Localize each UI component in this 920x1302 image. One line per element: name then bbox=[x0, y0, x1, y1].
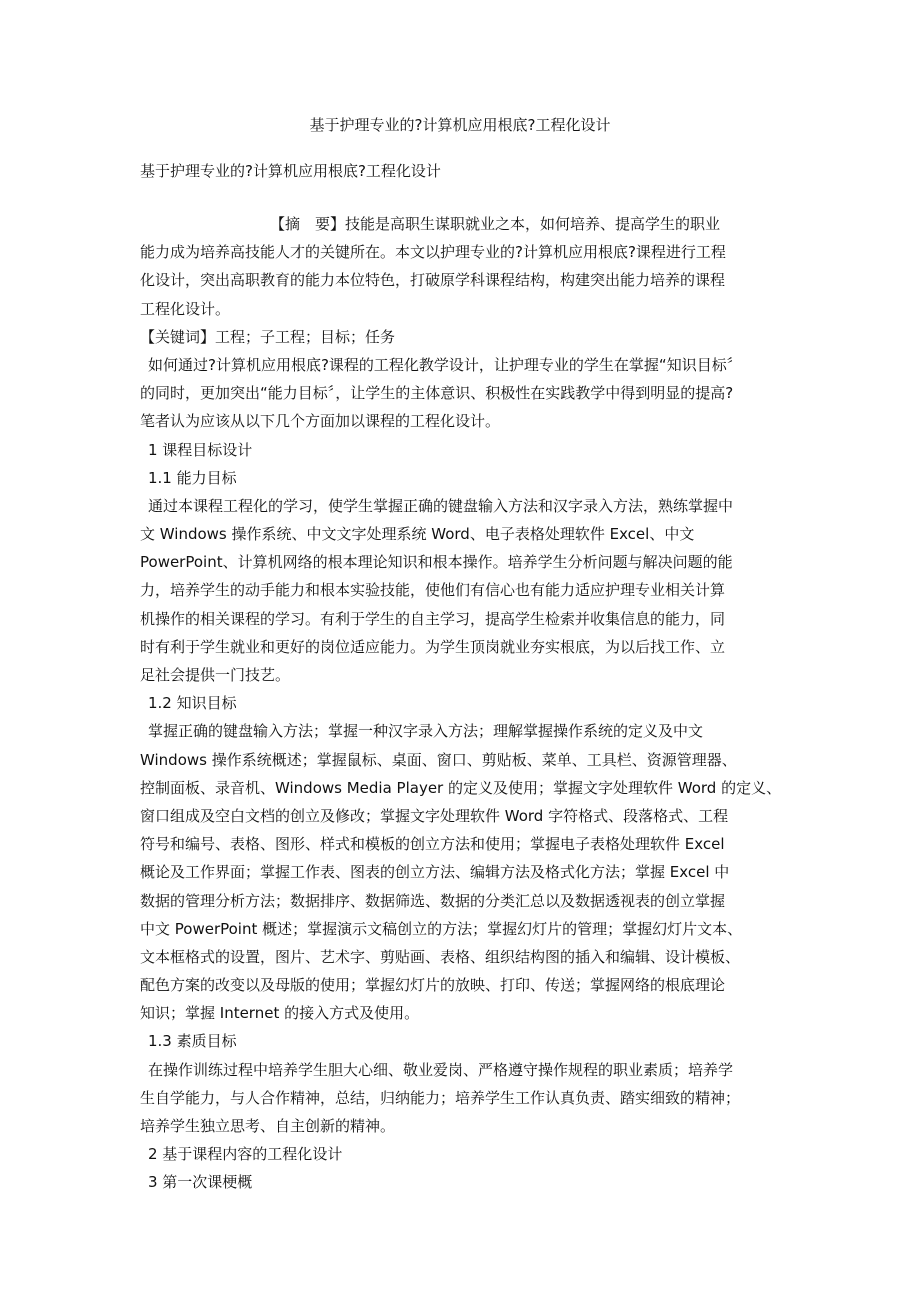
paragraph-line: 笔者认为应该从以下几个方面加以课程的工程化设计。 bbox=[140, 412, 501, 431]
paragraph-line: 概论及工作界面；掌握工作表、图表的创立方法、编辑方法及格式化方法；掌握 Excel 中 bbox=[140, 863, 730, 882]
paragraph-line: 培养学生独立思考、自主创新的精神。 bbox=[140, 1117, 396, 1135]
document-body bbox=[140, 210, 800, 1197]
paragraph-line: 足社会提供一门技艺。 bbox=[140, 666, 291, 684]
paragraph-line: 的同时，更加突出“能力目标〞，让学生的主体意识、积极性在实践教学中得到明显的提高? bbox=[140, 384, 734, 403]
paragraph-line: 数据的管理分析方法；数据排序、数据筛选、数据的分类汇总以及数据透视表的创立掌握 bbox=[140, 891, 726, 910]
subsection-heading: 1.1 能力目标 bbox=[148, 468, 237, 487]
document-title: 基于护理专业的?计算机应用根底?工程化设计 bbox=[309, 116, 611, 134]
paragraph-line: Windows 操作系统概述；掌握鼠标、桌面、窗口、剪贴板、菜单、工具栏、资源管理器、 bbox=[140, 750, 737, 769]
paragraph-line: 文 Windows 操作系统、中文文字处理系统 Word、电子表格处理软件 Excel、中文 bbox=[140, 525, 695, 544]
paragraph-line: 文本框格式的设置，图片、艺术字、剪贴画、表格、组织结构图的插入和编辑、设计模板、 bbox=[140, 947, 741, 966]
paragraph-line: 如何通过?计算机应用根底?课程的工程化教学设计，让护理专业的学生在掌握“知识目标〞 bbox=[148, 355, 742, 374]
paragraph-line: 窗口组成及空白文档的创立及修改；掌握文字处理软件 Word 字符格式、段落格式、工程 bbox=[140, 806, 729, 825]
paragraph-line: 通过本课程工程化的学习，使学生掌握正确的键盘输入方法和汉字录入方法，熟练掌握中 bbox=[148, 496, 734, 515]
abstract-line: 【摘 要】技能是高职生谋职就业之本，如何培养、提高学生的职业 bbox=[270, 215, 721, 233]
document-subtitle: 基于护理专业的?计算机应用根底?工程化设计 bbox=[140, 162, 441, 180]
paragraph-line: 中文 PowerPoint 概述；掌握演示文稿创立的方法；掌握幻灯片的管理；掌握幻灯片文本、 bbox=[140, 919, 743, 938]
keywords-line: 【关键词】工程；子工程；目标；任务 bbox=[140, 327, 396, 346]
section-heading: 2 基于课程内容的工程化设计 bbox=[148, 1145, 343, 1164]
section-heading: 3 第一次课梗概 bbox=[148, 1173, 253, 1192]
paragraph-line: 控制面板、录音机、Windows Media Player 的定义及使用；掌握文字处理软件 Word 的定义、 bbox=[140, 778, 782, 797]
paragraph-line: 力，培养学生的动手能力和根本实验技能，使他们有信心也有能力适应护理专业相关计算 bbox=[140, 581, 726, 600]
paragraph-line: 生自学能力，与人合作精神，总结，归纳能力；培养学生工作认真负责、踏实细致的精神； bbox=[140, 1088, 741, 1107]
subsection-heading: 1.3 素质目标 bbox=[148, 1032, 237, 1051]
abstract-line: 化设计，突出高职教育的能力本位特色，打破原学科课程结构，构建突出能力培养的课程 bbox=[140, 271, 726, 290]
paragraph-line: 时有利于学生就业和更好的岗位适应能力。为学生顶岗就业夯实根底，为以后找工作、立 bbox=[140, 637, 726, 656]
paragraph-line: 在操作训练过程中培养学生胆大心细、敬业爱岗、严格遵守操作规程的职业素质；培养学 bbox=[148, 1060, 734, 1079]
abstract-line: 工程化设计。 bbox=[140, 299, 231, 318]
paragraph-line: 知识；掌握 Internet 的接入方式及使用。 bbox=[140, 1004, 420, 1023]
paragraph-line: 机操作的相关课程的学习。有利于学生的自主学习，提高学生检索并收集信息的能力，同 bbox=[140, 609, 726, 628]
subsection-heading: 1.2 知识目标 bbox=[148, 694, 237, 713]
paragraph-line: PowerPoint、计算机网络的根本理论知识和根本操作。培养学生分析问题与解决问题的能 bbox=[140, 553, 733, 572]
abstract-line: 能力成为培养高技能人才的关键所在。本文以护理专业的?计算机应用根底?课程进行工程 bbox=[140, 243, 726, 262]
section-heading: 1 课程目标设计 bbox=[148, 440, 253, 459]
paragraph-line: 符号和编号、表格、图形、样式和模板的创立方法和使用；掌握电子表格处理软件 Excel bbox=[140, 835, 725, 854]
paragraph-line: 掌握正确的键盘输入方法；掌握一种汉字录入方法；理解掌握操作系统的定义及中文 bbox=[148, 722, 704, 741]
paragraph-line: 配色方案的改变以及母版的使用；掌握幻灯片的放映、打印、传送；掌握网络的根底理论 bbox=[140, 976, 726, 995]
